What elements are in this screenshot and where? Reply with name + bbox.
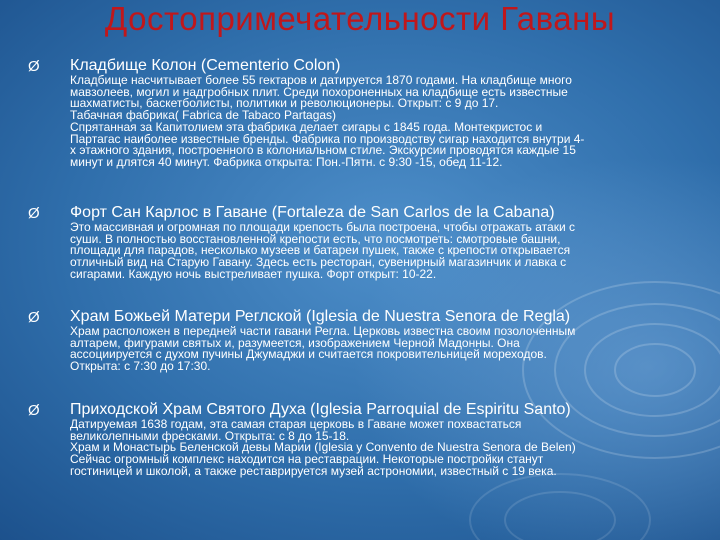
body-line: минут и длятся 40 минут. Фабрика открыта: Пон.-Пятн. с 9:30 -15, обед 11-12. [70, 154, 503, 169]
body-line: сигарами. Каждую ночь выстреливает пушка. Форт открыт: 10-22. [70, 266, 437, 281]
body-line: Это массивная и огромная по площади крепость была построена, чтобы отражать атаки с [70, 220, 575, 234]
body-line: Открыта: с 7:30 до 17:30. [70, 359, 211, 374]
body-line: Храм и Монастырь Беленской девы Марии (Iglesia y Convento de Nuestra Senora de Belen) [70, 440, 576, 455]
section-body [70, 75, 584, 169]
section-heading: Форт Сан Карлос в Гаване (Fortaleza de San Carlos de la Cabana) [70, 204, 555, 221]
bullet-arrow-icon: Ø [28, 402, 40, 419]
bullet-arrow-icon: Ø [28, 309, 40, 326]
body-line: Датируемая 1638 годам, эта самая старая церковь в Гаване может похвастаться [70, 417, 522, 431]
body-line: великолепными фресками. Открыта: с 8 до 15-18. [70, 428, 350, 443]
body-line: площади для парадов, несколько музеев и батареи пушек, также с крепости открывается [70, 243, 571, 258]
body-line: алтарем, фигурами святых и, разумеется, изображением Черной Мадонны. Она [70, 335, 520, 350]
body-line: ассоциируется с духом пучины Джумаджи и считается покровительницей мореходов. [70, 347, 547, 362]
section-body [70, 326, 575, 373]
body-line: Сейчас огромный комплекс находится на реставрации. Некоторые постройки станут [70, 452, 544, 467]
slide-title: Достопримечательности Гаваны [104, 0, 616, 37]
body-line: х этажного здания, построенного в колониальном стиле. Экскурсии проводятся каждые 15 [70, 143, 576, 158]
bullet-arrow-icon: Ø [28, 58, 40, 75]
body-line: гостиницей и школой, а также реставрируется музей астрономии, известный с 19 века. [70, 463, 557, 478]
body-line: шахматисты, баскетболисты, политики и революционеры. Открыт: с 9 до 17. [70, 96, 499, 111]
section-heading: Кладбище Колон (Cementerio Colon) [70, 57, 341, 74]
body-line: мавзолеев, могил и надгробных плит. Среди похороненных на кладбище есть известные [70, 84, 568, 99]
section-heading: Храм Божьей Матери Реглской (Iglesia de Nuestra Senora de Regla) [70, 308, 571, 325]
section-body [70, 419, 576, 478]
body-line: Партагас наиболее известные бренды. Фабрика по производству сигар находится внутри 4- [70, 131, 585, 146]
bullet-arrow-icon: Ø [28, 205, 40, 222]
body-line: Храм расположен в передней части гавани Регла. Церковь известна своим позолоченным [70, 324, 576, 338]
section-heading: Приходской Храм Святого Духа (Iglesia Parroquial de Espiritu Santo) [70, 401, 571, 418]
section-body [70, 222, 575, 281]
body-line: Табачная фабрика( Fabrica de Tabaco Partagas) [70, 108, 337, 123]
body-line: отличный вид на Старую Гавану. Здесь есть ресторан, сувенирный магазинчик и лавка с [70, 255, 567, 270]
body-line: суши. В полностью восстановленной крепости есть, что посмотреть: смотровые башни, [70, 231, 561, 246]
body-line: Кладбище насчитывает более 55 гектаров и датируется 1870 годами. На кладбище много [70, 73, 572, 87]
body-line: Спрятанная за Капитолием эта фабрика делает сигары с 1845 года. Монтекристос и [70, 119, 543, 134]
